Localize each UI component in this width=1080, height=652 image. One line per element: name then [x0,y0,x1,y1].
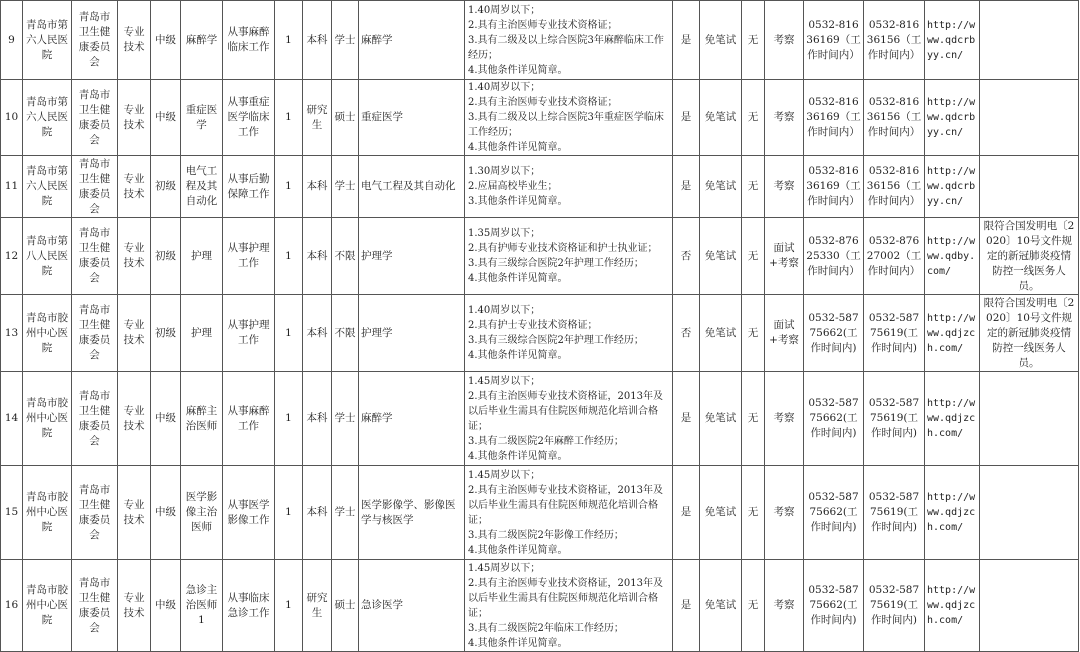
cell-department: 青岛市卫生健康委员会 [72,372,118,466]
cell-phone-supervise: 0532-58775619(工作时间内) [864,295,925,372]
cell-education: 本科 [303,156,332,218]
cell-yes-no: 是 [673,80,700,156]
cell-major: 急诊医学 [359,560,465,652]
cell-position-name: 护理 [181,295,223,372]
cell-number: 13 [1,295,23,372]
cell-post-category: 专业技术 [118,218,151,295]
cell-website: http://www.qdcrbyy.cn/ [925,1,980,80]
cell-yes-no: 否 [673,218,700,295]
requirement-line: 4.其他条件详见简章。 [468,637,568,649]
table-row [1,372,1079,466]
cell-duty: 从事后勤保障工作 [223,156,275,218]
cell-phone-supervise: 0532-81636156（工作时间内） [864,1,925,80]
cell-post-category: 专业技术 [118,156,151,218]
requirement-line: 4.其他条件详见简章。 [468,350,568,361]
cell-number: 11 [1,156,23,218]
cell-education: 研究生 [303,80,332,156]
cell-phone-consult: 0532-58775662(工作时间内) [804,295,864,372]
cell-yes-no: 是 [673,156,700,218]
requirement-line: 1.35周岁以下； [468,228,541,239]
cell-duty: 从事护理工作 [223,218,275,295]
cell-ratio: 无 [742,218,765,295]
cell-headcount: 1 [275,560,303,652]
cell-yes-no: 是 [673,560,700,652]
cell-position-name: 麻醉学 [181,1,223,80]
cell-post-level: 初级 [151,295,181,372]
cell-number: 14 [1,372,23,466]
requirement-line: 1.40周岁以下； [468,4,541,16]
cell-phone-consult: 0532-81636169（工作时间内） [804,80,864,156]
cell-requirements [465,80,673,156]
cell-position-name: 麻醉主治医师 [181,372,223,466]
cell-degree: 学士 [332,466,359,560]
cell-headcount: 1 [275,218,303,295]
requirement-line: 1.40周岁以下； [468,82,541,93]
cell-exam: 免笔试 [700,156,742,218]
cell-ratio: 无 [742,295,765,372]
requirement-line: 2.具有护师专业技术资格证和护士执业证； [468,243,658,254]
cell-post-level: 中级 [151,560,181,652]
cell-requirements [465,156,673,218]
cell-note: 限符合国发明电〔2020〕10号文件规定的新冠肺炎疫情防控一线医务人员。 [980,218,1079,295]
cell-post-category: 专业技术 [118,560,151,652]
cell-position-name: 急诊主治医师1 [181,560,223,652]
cell-major: 麻醉学 [359,372,465,466]
cell-headcount: 1 [275,1,303,80]
cell-headcount: 1 [275,295,303,372]
cell-headcount: 1 [275,372,303,466]
requirement-line: 2.具有主治医师专业技术资格证，2013年及以后毕业生需具有住院医师规范化培训合格证； [468,390,663,432]
cell-phone-supervise: 0532-81636156（工作时间内） [864,80,925,156]
cell-note [980,80,1079,156]
cell-headcount: 1 [275,466,303,560]
cell-hospital: 青岛市胶州中心医院 [23,295,72,372]
cell-education: 本科 [303,466,332,560]
cell-note [980,466,1079,560]
cell-phone-consult: 0532-81636169（工作时间内） [804,1,864,80]
cell-degree: 硕士 [332,560,359,652]
cell-hospital: 青岛市胶州中心医院 [23,560,72,652]
cell-requirements [465,372,673,466]
cell-department: 青岛市卫生健康委员会 [72,560,118,652]
cell-duty: 从事麻醉临床工作 [223,1,275,80]
cell-degree: 硕士 [332,80,359,156]
cell-method: 考察 [765,466,804,560]
cell-exam: 免笔试 [700,218,742,295]
cell-position-name: 电气工程及其自动化 [181,156,223,218]
requirement-line: 4.其他条件详见简章。 [468,64,568,76]
cell-degree: 学士 [332,372,359,466]
requirement-line: 1.40周岁以下； [468,305,541,316]
cell-number: 15 [1,466,23,560]
cell-yes-no: 是 [673,466,700,560]
cell-exam: 免笔试 [700,1,742,80]
cell-phone-supervise: 0532-87627002（工作时间内） [864,218,925,295]
cell-degree: 不限 [332,295,359,372]
cell-note: 限符合国发明电〔2020〕10号文件规定的新冠肺炎疫情防控一线医务人员。 [980,295,1079,372]
cell-number: 16 [1,560,23,652]
cell-major: 护理学 [359,295,465,372]
cell-duty: 从事临床急诊工作 [223,560,275,652]
cell-department: 青岛市卫生健康委员会 [72,466,118,560]
cell-method: 考察 [765,80,804,156]
table-row [1,80,1079,156]
requirement-line: 3.具有二级及以上综合医院3年重症医学临床工作经历； [468,112,664,138]
cell-phone-supervise: 0532-58775619(工作时间内) [864,466,925,560]
cell-number: 9 [1,1,23,80]
requirement-line: 1.30周岁以下； [468,166,541,177]
requirement-line: 4.其他条件详见简章。 [468,142,568,153]
cell-hospital: 青岛市胶州中心医院 [23,466,72,560]
cell-major: 电气工程及其自动化 [359,156,465,218]
cell-position-name: 重症医学 [181,80,223,156]
cell-website: http://www.qdjzch.com/ [925,295,980,372]
cell-post-level: 中级 [151,1,181,80]
cell-hospital: 青岛市第六人民医院 [23,156,72,218]
cell-position-name: 护理 [181,218,223,295]
cell-ratio: 无 [742,560,765,652]
cell-note [980,560,1079,652]
cell-post-level: 初级 [151,156,181,218]
cell-post-category: 专业技术 [118,1,151,80]
cell-education: 本科 [303,295,332,372]
cell-post-level: 初级 [151,218,181,295]
cell-phone-consult: 0532-87625330（工作时间内） [804,218,864,295]
requirement-line: 3.具有二级及以上综合医院3年麻醉临床工作经历； [468,34,664,61]
cell-requirements [465,466,673,560]
table-row [1,466,1079,560]
table-row [1,560,1079,652]
cell-department: 青岛市卫生健康委员会 [72,218,118,295]
cell-ratio: 无 [742,1,765,80]
cell-post-level: 中级 [151,372,181,466]
cell-exam: 免笔试 [700,295,742,372]
cell-ratio: 无 [742,372,765,466]
requirement-line: 3.具有二级医院2年影像工作经历； [468,529,624,541]
cell-exam: 免笔试 [700,80,742,156]
table-row [1,295,1079,372]
cell-note [980,1,1079,80]
cell-exam: 免笔试 [700,372,742,466]
table-row [1,1,1079,80]
cell-major: 护理学 [359,218,465,295]
requirement-line: 2.具有主治医师专业技术资格证，2013年及以后毕业生需具有住院医师规范化培训合格证； [468,577,663,619]
cell-ratio: 无 [742,466,765,560]
cell-hospital: 青岛市第八人民医院 [23,218,72,295]
cell-post-category: 专业技术 [118,80,151,156]
requirement-line: 2.应届高校毕业生； [468,181,558,192]
cell-method: 面试+考察 [765,295,804,372]
cell-degree: 学士 [332,1,359,80]
cell-method: 考察 [765,156,804,218]
cell-phone-supervise: 0532-58775619(工作时间内) [864,372,925,466]
table-body [1,1,1079,652]
cell-requirements [465,1,673,80]
cell-website: http://www.qdjzch.com/ [925,560,980,652]
requirement-line: 4.其他条件详见简章。 [468,450,568,462]
requirement-line: 2.具有主治医师专业技术资格证，2013年及以后毕业生需具有住院医师规范化培训合格证； [468,484,663,526]
cell-degree: 不限 [332,218,359,295]
cell-yes-no: 是 [673,1,700,80]
cell-duty: 从事重症医学临床工作 [223,80,275,156]
cell-yes-no: 是 [673,372,700,466]
cell-phone-consult: 0532-58775662(工作时间内) [804,466,864,560]
cell-exam: 免笔试 [700,466,742,560]
cell-position-name: 医学影像主治医师 [181,466,223,560]
requirement-line: 2.具有主治医师专业技术资格证； [468,97,618,108]
cell-ratio: 无 [742,156,765,218]
cell-hospital: 青岛市第六人民医院 [23,1,72,80]
requirement-line: 3.其他条件详见简章。 [468,196,568,207]
cell-major: 医学影像学、影像医学与核医学 [359,466,465,560]
cell-method: 考察 [765,372,804,466]
cell-headcount: 1 [275,80,303,156]
cell-phone-supervise: 0532-81636156（工作时间内） [864,156,925,218]
requirement-line: 3.具有二级医院2年麻醉工作经历； [468,435,624,447]
requirement-line: 3.具有三级综合医院2年护理工作经历； [468,258,644,269]
cell-post-level: 中级 [151,466,181,560]
cell-post-category: 专业技术 [118,466,151,560]
cell-duty: 从事麻醉工作 [223,372,275,466]
cell-website: http://www.qdcrbyy.cn/ [925,156,980,218]
requirement-line: 2.具有主治医师专业技术资格证； [468,19,618,31]
cell-note [980,372,1079,466]
cell-ratio: 无 [742,80,765,156]
cell-department: 青岛市卫生健康委员会 [72,295,118,372]
requirement-line: 1.45周岁以下； [468,375,541,387]
cell-education: 本科 [303,1,332,80]
requirement-line: 2.具有护士专业技术资格证； [468,320,598,331]
requirement-line: 4.其他条件详见简章。 [468,544,568,556]
cell-note [980,156,1079,218]
requirement-line: 3.具有二级医院2年临床工作经历； [468,622,624,634]
cell-method: 考察 [765,560,804,652]
cell-post-category: 专业技术 [118,295,151,372]
cell-department: 青岛市卫生健康委员会 [72,80,118,156]
requirement-line: 1.45周岁以下； [468,562,541,574]
requirement-line: 4.其他条件详见简章。 [468,273,568,284]
cell-degree: 学士 [332,156,359,218]
cell-website: http://www.qdby.com/ [925,218,980,295]
cell-website: http://www.qdjzch.com/ [925,466,980,560]
cell-department: 青岛市卫生健康委员会 [72,1,118,80]
table-row [1,218,1079,295]
cell-website: http://www.qdcrbyy.cn/ [925,80,980,156]
cell-hospital: 青岛市胶州中心医院 [23,372,72,466]
cell-number: 12 [1,218,23,295]
cell-education: 本科 [303,372,332,466]
cell-hospital: 青岛市第六人民医院 [23,80,72,156]
cell-post-level: 中级 [151,80,181,156]
cell-phone-supervise: 0532-58775619(工作时间内) [864,560,925,652]
cell-requirements [465,218,673,295]
cell-requirements [465,560,673,652]
table-row [1,156,1079,218]
cell-major: 麻醉学 [359,1,465,80]
cell-headcount: 1 [275,156,303,218]
cell-education: 本科 [303,218,332,295]
cell-exam: 免笔试 [700,560,742,652]
cell-department: 青岛市卫生健康委员会 [72,156,118,218]
cell-method: 面试+考察 [765,218,804,295]
cell-phone-consult: 0532-58775662(工作时间内) [804,372,864,466]
cell-post-category: 专业技术 [118,372,151,466]
cell-phone-consult: 0532-58775662(工作时间内) [804,560,864,652]
cell-requirements [465,295,673,372]
cell-yes-no: 否 [673,295,700,372]
cell-education: 研究生 [303,560,332,652]
cell-phone-consult: 0532-81636169（工作时间内） [804,156,864,218]
requirement-line: 1.45周岁以下； [468,469,541,481]
requirement-line: 3.具有三级综合医院2年护理工作经历； [468,335,644,346]
cell-number: 10 [1,80,23,156]
cell-major: 重症医学 [359,80,465,156]
cell-website: http://www.qdjzch.com/ [925,372,980,466]
cell-duty: 从事护理工作 [223,295,275,372]
cell-duty: 从事医学影像工作 [223,466,275,560]
cell-method: 考察 [765,1,804,80]
